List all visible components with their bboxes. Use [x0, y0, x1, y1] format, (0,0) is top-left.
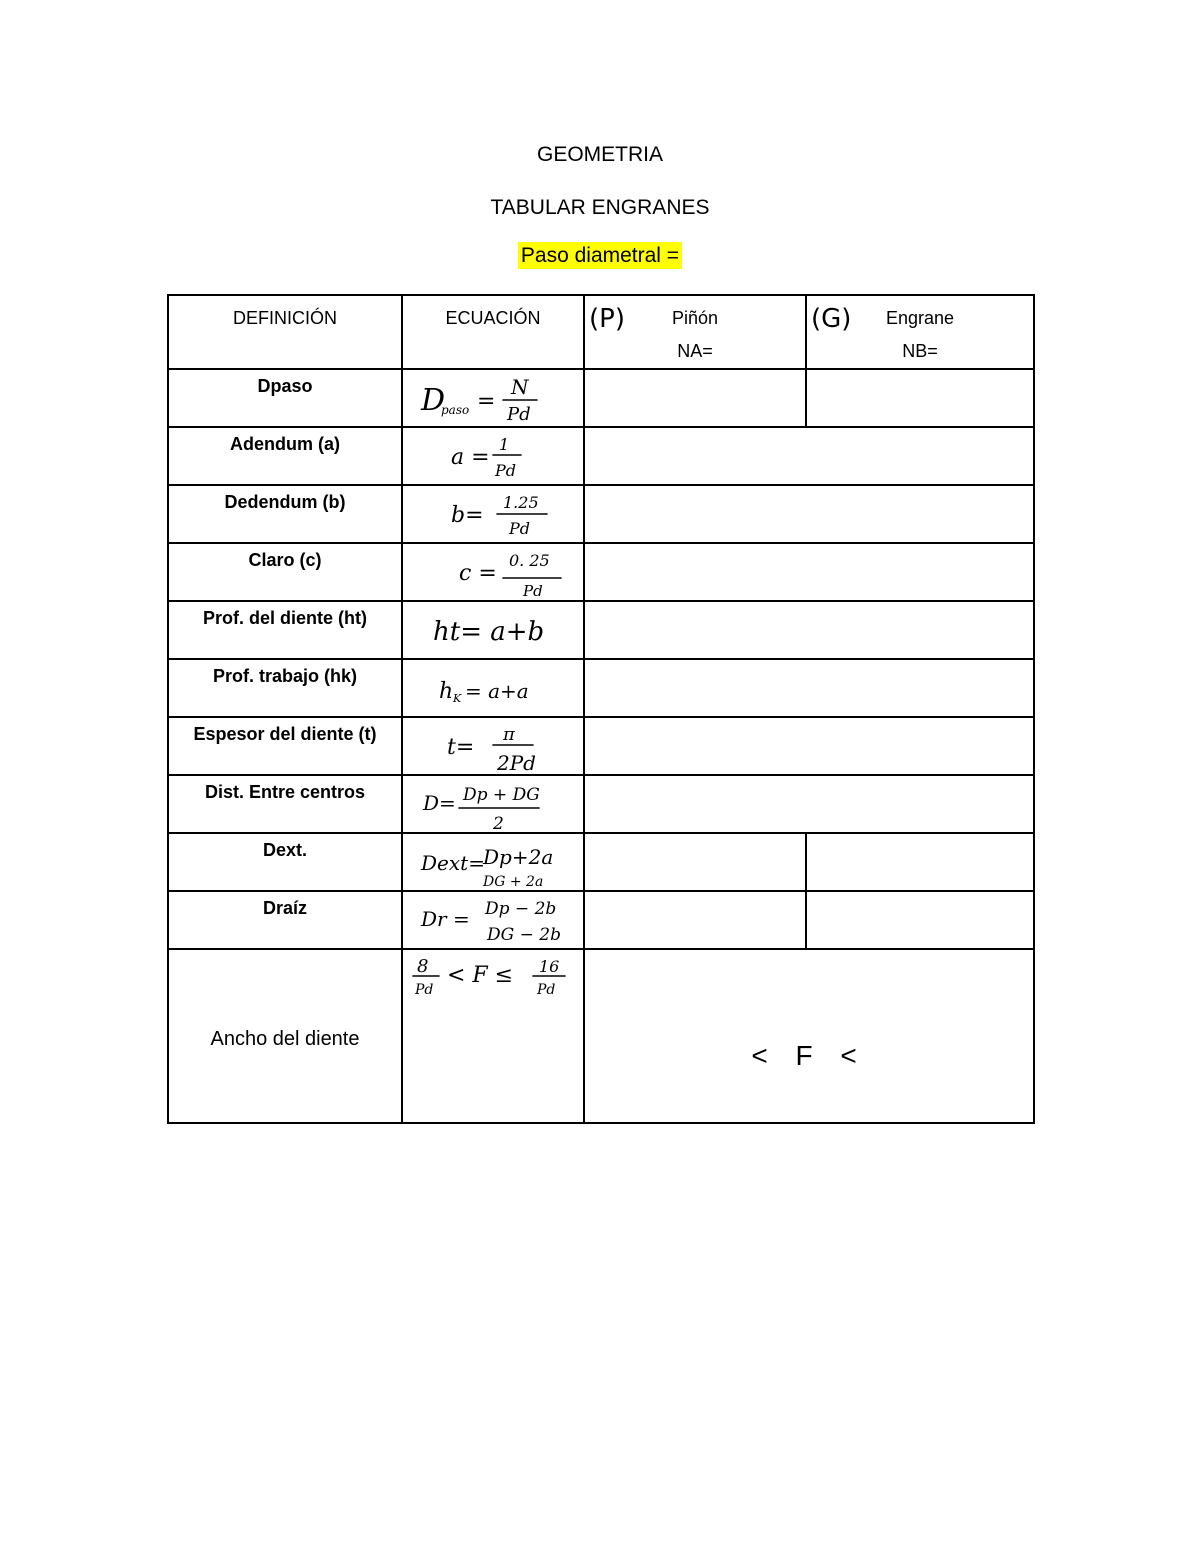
document-title: GEOMETRIA — [536, 143, 663, 166]
svg-text:Pd: Pd — [507, 404, 531, 425]
svg-text:Pd: Pd — [415, 982, 434, 998]
gear-mark: (G) — [811, 304, 852, 334]
pinion-value-cell[interactable] — [584, 369, 806, 427]
row-definition: Prof. del diente (ht) — [168, 601, 402, 659]
svg-text:Dp+2a: Dp+2a — [483, 845, 554, 869]
table-row — [168, 775, 1034, 833]
equation-drawing — [403, 950, 583, 1006]
diametral-pitch-label — [0, 244, 1200, 268]
table-row — [168, 717, 1034, 775]
svg-text:π: π — [503, 724, 515, 745]
row-definition: Ancho del diente — [168, 949, 402, 1123]
svg-text:16: 16 — [539, 957, 560, 976]
face-width-inequality: < F < — [751, 1040, 867, 1071]
svg-text:< F ≤: < F ≤ — [447, 963, 514, 988]
svg-text:c =: c = — [459, 561, 497, 586]
svg-text:Pd: Pd — [537, 982, 556, 998]
row-definition: Dpaso — [168, 369, 402, 427]
svg-text:8: 8 — [417, 956, 429, 977]
table-row — [168, 601, 1034, 659]
equation-drawing — [403, 486, 583, 542]
row-definition: Draíz — [168, 891, 402, 949]
row-equation — [402, 485, 584, 543]
svg-text:Dr =: Dr = — [421, 907, 470, 931]
gear-value-cell[interactable] — [806, 369, 1034, 427]
svg-text:paso: paso — [441, 403, 470, 417]
svg-text:b=: b= — [451, 503, 484, 528]
pinion-teeth-label: NA= — [677, 341, 713, 361]
header-row — [168, 295, 1034, 369]
svg-text:= a+a: = a+a — [465, 679, 529, 703]
svg-text:Dp − 2b: Dp − 2b — [485, 899, 557, 919]
equation-drawing — [403, 544, 583, 600]
svg-text:t=: t= — [447, 735, 475, 760]
highlighted-text: Paso diametral = — [518, 242, 682, 269]
row-equation — [402, 543, 584, 601]
value-cell[interactable] — [584, 485, 1034, 543]
header-definition: DEFINICIÓN — [168, 295, 402, 369]
row-equation — [402, 659, 584, 717]
header-pinion — [584, 295, 806, 369]
equation-drawing — [403, 834, 583, 890]
svg-text:2Pd: 2Pd — [497, 751, 536, 774]
table-row — [168, 427, 1034, 485]
row-equation — [402, 775, 584, 833]
row-definition: Adendum (a) — [168, 427, 402, 485]
face-width-value-cell[interactable] — [584, 949, 1034, 1123]
equation-drawing — [403, 370, 583, 426]
row-definition: Dedendum (b) — [168, 485, 402, 543]
row-equation — [402, 601, 584, 659]
svg-text:1: 1 — [499, 435, 510, 454]
table-row — [168, 485, 1034, 543]
row-equation — [402, 427, 584, 485]
equation-drawing — [403, 660, 583, 716]
header-equation: ECUACIÓN — [402, 295, 584, 369]
equation-drawing — [403, 602, 583, 658]
svg-text:ht= a+b: ht= a+b — [433, 617, 545, 647]
table-row — [168, 543, 1034, 601]
row-equation — [402, 949, 584, 1123]
svg-text:Dext=: Dext= — [421, 851, 485, 875]
value-cell[interactable] — [584, 601, 1034, 659]
gear-geometry-table — [167, 294, 1035, 1124]
equation-drawing — [403, 892, 583, 948]
row-definition: Prof. trabajo (hk) — [168, 659, 402, 717]
svg-text:h: h — [439, 679, 454, 704]
svg-text:DG + 2a: DG + 2a — [483, 874, 544, 890]
svg-text:Pd: Pd — [495, 461, 517, 480]
svg-text:0. 25: 0. 25 — [509, 551, 550, 570]
row-definition: Dist. Entre centros — [168, 775, 402, 833]
pinion-value-cell[interactable] — [584, 833, 806, 891]
pinion-mark: (P) — [589, 304, 625, 334]
svg-text:Dp + DG: Dp + DG — [463, 785, 540, 805]
gear-label: Engrane — [885, 308, 955, 328]
svg-text:DG − 2b: DG − 2b — [487, 925, 561, 945]
svg-text:D: D — [421, 383, 446, 418]
equation-drawing — [403, 428, 583, 484]
value-cell[interactable] — [584, 775, 1034, 833]
svg-text:1.25: 1.25 — [503, 493, 539, 512]
svg-text:K: K — [453, 692, 462, 705]
table-row — [168, 369, 1034, 427]
header-gear — [806, 295, 1034, 369]
svg-text:N: N — [511, 375, 529, 399]
svg-text:D=: D= — [423, 791, 456, 815]
value-cell[interactable] — [584, 717, 1034, 775]
gear-teeth-label: NB= — [902, 341, 938, 361]
row-equation — [402, 891, 584, 949]
pinion-value-cell[interactable] — [584, 891, 806, 949]
row-definition: Dext. — [168, 833, 402, 891]
svg-text:2: 2 — [493, 814, 504, 832]
equation-drawing — [403, 718, 583, 774]
row-definition: Claro (c) — [168, 543, 402, 601]
svg-text:=: = — [477, 389, 496, 414]
gear-value-cell[interactable] — [806, 833, 1034, 891]
row-equation — [402, 717, 584, 775]
row-equation — [402, 833, 584, 891]
gear-value-cell[interactable] — [806, 891, 1034, 949]
row-equation — [402, 369, 584, 427]
table-row — [168, 659, 1034, 717]
equation-drawing — [403, 776, 583, 832]
row-definition: Espesor del diente (t) — [168, 717, 402, 775]
value-cell[interactable] — [584, 427, 1034, 485]
document-subtitle: TABULAR ENGRANES — [490, 196, 710, 219]
table-row — [168, 949, 1034, 1123]
value-cell[interactable] — [584, 543, 1034, 601]
svg-text:Pd: Pd — [523, 582, 543, 600]
pinion-label: Piñón — [671, 308, 719, 328]
value-cell[interactable] — [584, 659, 1034, 717]
table-row — [168, 833, 1034, 891]
svg-text:a =: a = — [451, 445, 490, 470]
svg-text:Pd: Pd — [509, 519, 531, 538]
table-row — [168, 891, 1034, 949]
